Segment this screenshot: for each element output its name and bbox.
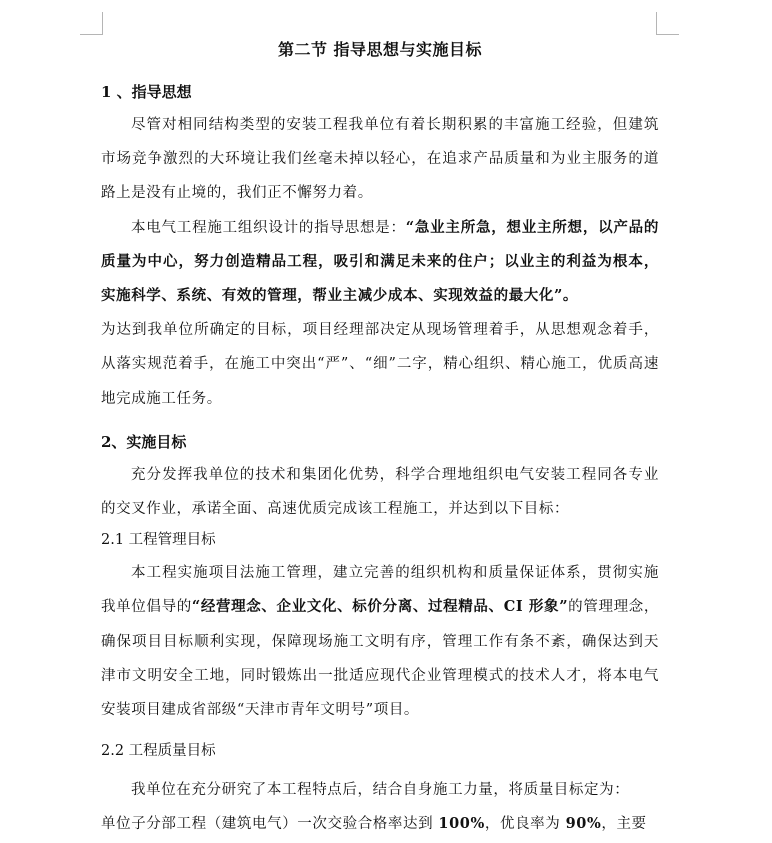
paragraph-goals-intro: 充分发挥我单位的技术和集团化优势，科学合理地组织电气安装工程同各专业的交叉作业，承诺全面、高速优质完成该工程施工，并达到以下目标： (101, 466, 659, 518)
guiding-2-lead: 本电气工程施工组织设计的指导思想是： (131, 219, 406, 236)
quality-b2: 100% (438, 815, 485, 833)
management-bold: “经营理念、企业文化、标价分离、过程精品、CI 形象” (191, 598, 569, 616)
page-corner-mark-top-right (656, 12, 679, 35)
quality-b3: ，优良率为 (484, 816, 566, 833)
document-page (101, 36, 659, 842)
heading-management-goal: 2.1 工程管理目标 (101, 532, 216, 549)
section-title: 第二节 指导思想与实施目标 (277, 40, 483, 59)
heading-implementation-goals: 2、实施目标 (101, 432, 187, 451)
paragraph-quality-goal-b (101, 807, 659, 841)
guiding-2-bold: “急业主所急，想业主所想，以产品的质量为中心，努力创造精品工程，吸引和满足未来的住户；以业主的利益为根本，实施科学、系统、有效的管理，帮业主减少成本、实现效益的最大化”。 (101, 218, 659, 305)
paragraph-management-goal (101, 556, 659, 727)
paragraph-guiding-3: 为达到我单位所确定的目标，项目经理部决定从现场管理着手，从思想观念着手，从落实规范着手，在施工中突出“严”、“细”二字，精心组织、精心施工，优质高速地完成施工任务。 (101, 322, 659, 407)
quality-b5: ，主要 (601, 816, 647, 833)
management-lead: 本工程实施项目法施工管理，建立完善的组织机构和质量保证体系，贯彻实施我单位倡导的 (101, 565, 659, 616)
management-tail: 的管理理念，确保项目目标顺利实现，保障现场施工文明有序，管理工作有条不紊，确保达到天津市文明安全工地，同时锻炼出一批适应现代企业管理模式的技术人才，将本电气安装项目建成省部级“天津市青年文明号”项目。 (101, 599, 659, 719)
paragraph-guiding-1: 尽管对相同结构类型的安装工程我单位有着长期积累的丰富施工经验，但建筑市场竞争激烈的大环境让我们丝毫未掉以轻心，在追求产品质量和为业主服务的道路上是没有止境的，我们正不懈努力着。 (101, 117, 659, 202)
quality-b4: 90% (565, 815, 602, 833)
paragraph-quality-goal-a: 我单位在充分研究了本工程特点后，结合自身施工力量，将质量目标定为： (131, 782, 630, 799)
heading-quality-goal: 2.2 工程质量目标 (101, 743, 216, 760)
page-corner-mark-top-left (80, 12, 103, 35)
quality-b1: 单位子分部工程（建筑电气）一次交验合格率达到 (101, 816, 439, 833)
paragraph-guiding-2 (101, 211, 659, 314)
heading-guiding-thought: 1 、指导思想 (101, 83, 192, 101)
